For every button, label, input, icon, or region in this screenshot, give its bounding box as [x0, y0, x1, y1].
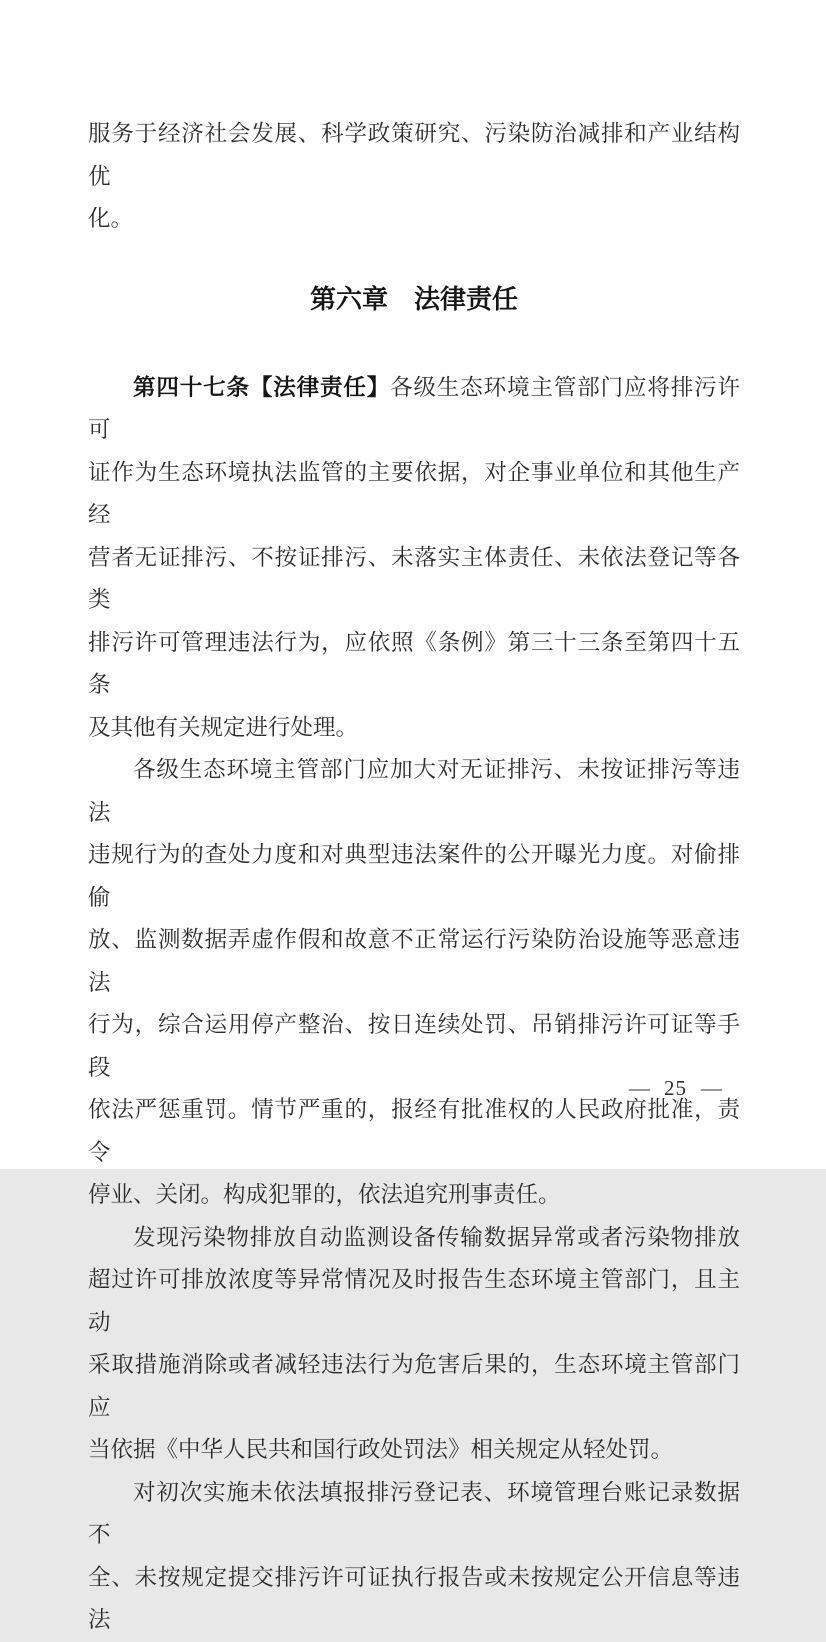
- paragraph-line: 依法严惩重罚。情节严重的，报经有批准权的人民政府批准，责令: [88, 1097, 740, 1165]
- paragraph-line: 采取措施消除或者减轻违法行为危害后果的，生态环境主管部门应: [88, 1352, 740, 1420]
- paragraph-line: 全、未按规定提交排污许可证执行报告或未按规定公开信息等违法: [88, 1564, 740, 1632]
- paragraph-line: 发现污染物排放自动监测设备传输数据异常或者污染物排放: [133, 1224, 740, 1250]
- footer-dash-right: —: [701, 1076, 722, 1100]
- paragraph-line: 营者无证排污、不按证排污、未落实主体责任、未依法登记等各类: [88, 544, 740, 612]
- document-body: [88, 113, 740, 1642]
- paragraph-line: [88, 367, 740, 452]
- paragraph-line: 行为，综合运用停产整治、按日连续处罚、吊销排污许可证等手段: [88, 1012, 740, 1080]
- paragraph-line: 服务于经济社会发展、科学政策研究、污染防治减排和产业结构优: [88, 121, 740, 189]
- footer-dash-left: —: [629, 1076, 650, 1100]
- paragraph-line: 停业、关闭。构成犯罪的，依法追究刑事责任。: [88, 1182, 561, 1207]
- paragraph-line-text: 各级生态环境主管部门应将排污许可: [88, 374, 740, 442]
- mitigation-paragraph: [88, 1217, 740, 1472]
- article-47-paragraph: [88, 367, 740, 750]
- paragraph-line: 各级生态环境主管部门应加大对无证排污、未按证排污等违法: [88, 757, 740, 825]
- page-number: 25: [664, 1076, 687, 1100]
- paragraph-line: 放、监测数据弄虚作假和故意不正常运行污染防治设施等恶意违法: [88, 927, 740, 995]
- paragraph-line: 证作为生态环境执法监管的主要依据，对企事业单位和其他生产经: [88, 459, 740, 527]
- paragraph-line: 超过许可排放浓度等异常情况及时报告生态环境主管部门，且主动: [88, 1267, 740, 1335]
- paragraph-line: 对初次实施未依法填报排污登记表、环境管理台账记录数据不: [88, 1479, 740, 1547]
- paragraph-line: 当依据《中华人民共和国行政处罚法》相关规定从轻处罚。: [88, 1437, 674, 1462]
- paragraph-line: 及其他有关规定进行处理。: [88, 714, 359, 740]
- page-footer: [629, 1075, 722, 1101]
- chapter-heading: 第六章 法律责任: [309, 283, 518, 314]
- enforcement-paragraph: [88, 749, 740, 1217]
- paragraph-line: 化。: [88, 206, 134, 231]
- paragraph-line: 排污许可管理违法行为，应依照《条例》第三十三条至第四十五条: [88, 629, 740, 697]
- paragraph-line: 违规行为的查处力度和对典型违法案件的公开曝光力度。对偷排偷: [88, 842, 740, 910]
- intro-paragraph: [88, 113, 740, 241]
- article-number-label: 第四十七条【法律责任】: [133, 374, 391, 400]
- first-offense-paragraph: [88, 1472, 740, 1642]
